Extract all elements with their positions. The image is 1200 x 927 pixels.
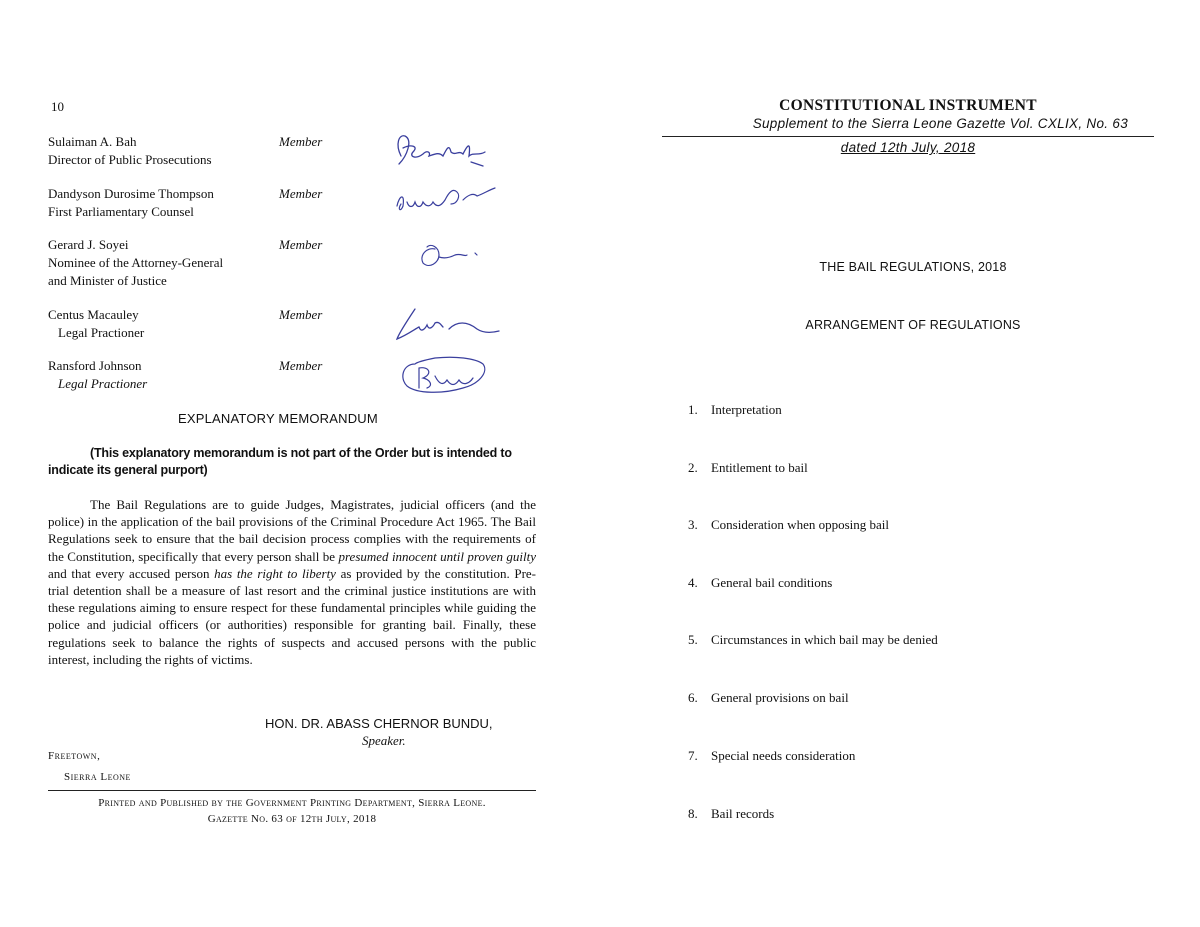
toc-item xyxy=(688,575,832,591)
member-title: Legal Practioner xyxy=(58,325,145,340)
regulations-title: THE BAIL REGULATIONS, 2018 xyxy=(819,260,1007,274)
member-role: Member xyxy=(279,237,323,252)
member-name: Gerard J. Soyei xyxy=(48,237,129,252)
memo-body-text: and that every accused person xyxy=(48,565,215,581)
signature-image xyxy=(343,299,503,349)
toc-number: 5. xyxy=(688,632,698,647)
member-name: Centus Macauley xyxy=(48,307,139,322)
gazette-date: dated 12th July, 2018 xyxy=(840,140,976,155)
toc-number: 8. xyxy=(688,806,698,821)
toc-label: Consideration when opposing bail xyxy=(711,517,890,532)
signatory-name: HON. DR. ABASS CHERNOR BUNDU, xyxy=(265,716,493,731)
toc-item xyxy=(688,402,782,418)
memo-body-text: as provided by the constitution. Pre-trial detention shall be a measure of last resort and the criminal justice institutions are with these regulations aiming to ensure respect for these fundamental principles while guiding the police and judicial officers (or authorities) responsible for granting bail. Finally, these regulations seek to balance the rights of suspects and accused persons with the public interest, including the rights of victims. xyxy=(48,565,536,667)
member-title: Legal Practioner xyxy=(58,376,148,391)
memo-body-text: The Bail Regulations are to guide Judges, Magistrates, judicial officers (and the police) in the application of the bail provisions of the Criminal Procedure Act 1965. The Bail Regulations seek to ensure that the bail decision process complies with the requirements of the Constitution, specifically that every person shall be xyxy=(48,497,536,564)
toc-label: Circumstances in which bail may be denied xyxy=(711,632,938,647)
member-role: Member xyxy=(279,307,323,322)
signature-image xyxy=(343,178,498,228)
toc-label: Interpretation xyxy=(711,402,782,417)
toc-item xyxy=(688,748,855,764)
toc-item xyxy=(688,632,938,648)
member-name: Ransford Johnson xyxy=(48,358,142,373)
toc-item xyxy=(688,517,889,533)
member-role: Member xyxy=(279,186,323,201)
memo-heading: EXPLANATORY MEMORANDUM xyxy=(178,411,378,426)
member-entry xyxy=(48,358,468,406)
member-name: Sulaiman A. Bah xyxy=(48,134,137,149)
toc-number: 3. xyxy=(688,517,698,532)
toc-label: Entitlement to bail xyxy=(711,460,808,475)
gazette-supplement: Supplement to the Sierra Leone Gazette Vol. CXLIX, No. 63 xyxy=(752,116,1128,131)
member-name: Dandyson Durosime Thompson xyxy=(48,186,214,201)
member-entry xyxy=(48,237,468,288)
member-role: Member xyxy=(279,358,323,373)
signatory-role: Speaker. xyxy=(362,733,406,748)
signature-image xyxy=(343,350,503,400)
member-role: Member xyxy=(279,134,323,149)
signature-image xyxy=(343,229,498,279)
memo-body xyxy=(48,496,536,668)
member-entry xyxy=(48,186,468,234)
toc-label: General bail conditions xyxy=(711,575,833,590)
footer-divider xyxy=(48,790,536,791)
member-title: First Parliamentary Counsel xyxy=(48,204,194,219)
page-number: 10 xyxy=(51,99,64,114)
toc-number: 2. xyxy=(688,460,698,475)
member-title: Director of Public Prosecutions xyxy=(48,152,212,167)
toc-number: 1. xyxy=(688,402,698,417)
footer-gazette: Gazette No. 63 of 12th July, 2018 xyxy=(207,813,377,825)
header-divider xyxy=(662,136,1154,137)
toc-number: 6. xyxy=(688,690,698,705)
toc-number: 4. xyxy=(688,575,698,590)
memo-body-emphasis: has the right to liberty xyxy=(214,565,336,581)
place-city: Freetown, xyxy=(48,750,101,762)
toc-item xyxy=(688,690,849,706)
member-title: Nominee of the Attorney-General and Minister of Justice xyxy=(48,255,224,288)
toc-label: Bail records xyxy=(711,806,775,821)
instrument-title: CONSTITUTIONAL INSTRUMENT xyxy=(779,97,1037,114)
toc-item xyxy=(688,460,808,476)
arrangement-title: ARRANGEMENT OF REGULATIONS xyxy=(805,318,1021,332)
place-country: Sierra Leone xyxy=(64,771,131,783)
member-entry xyxy=(48,307,468,355)
member-entry xyxy=(48,134,468,182)
memo-body-emphasis: presumed innocent until proven guilty xyxy=(338,548,536,564)
memo-note: (This explanatory memorandum is not part of the Order but is intended to indicate its general purport) xyxy=(48,446,512,477)
toc-label: General provisions on bail xyxy=(711,690,849,705)
toc-number: 7. xyxy=(688,748,698,763)
toc-item xyxy=(688,806,774,822)
signature-image xyxy=(343,126,498,176)
toc-label: Special needs consideration xyxy=(711,748,856,763)
footer-publisher: Printed and Published by the Government Printing Department, Sierra Leone. xyxy=(98,797,486,809)
